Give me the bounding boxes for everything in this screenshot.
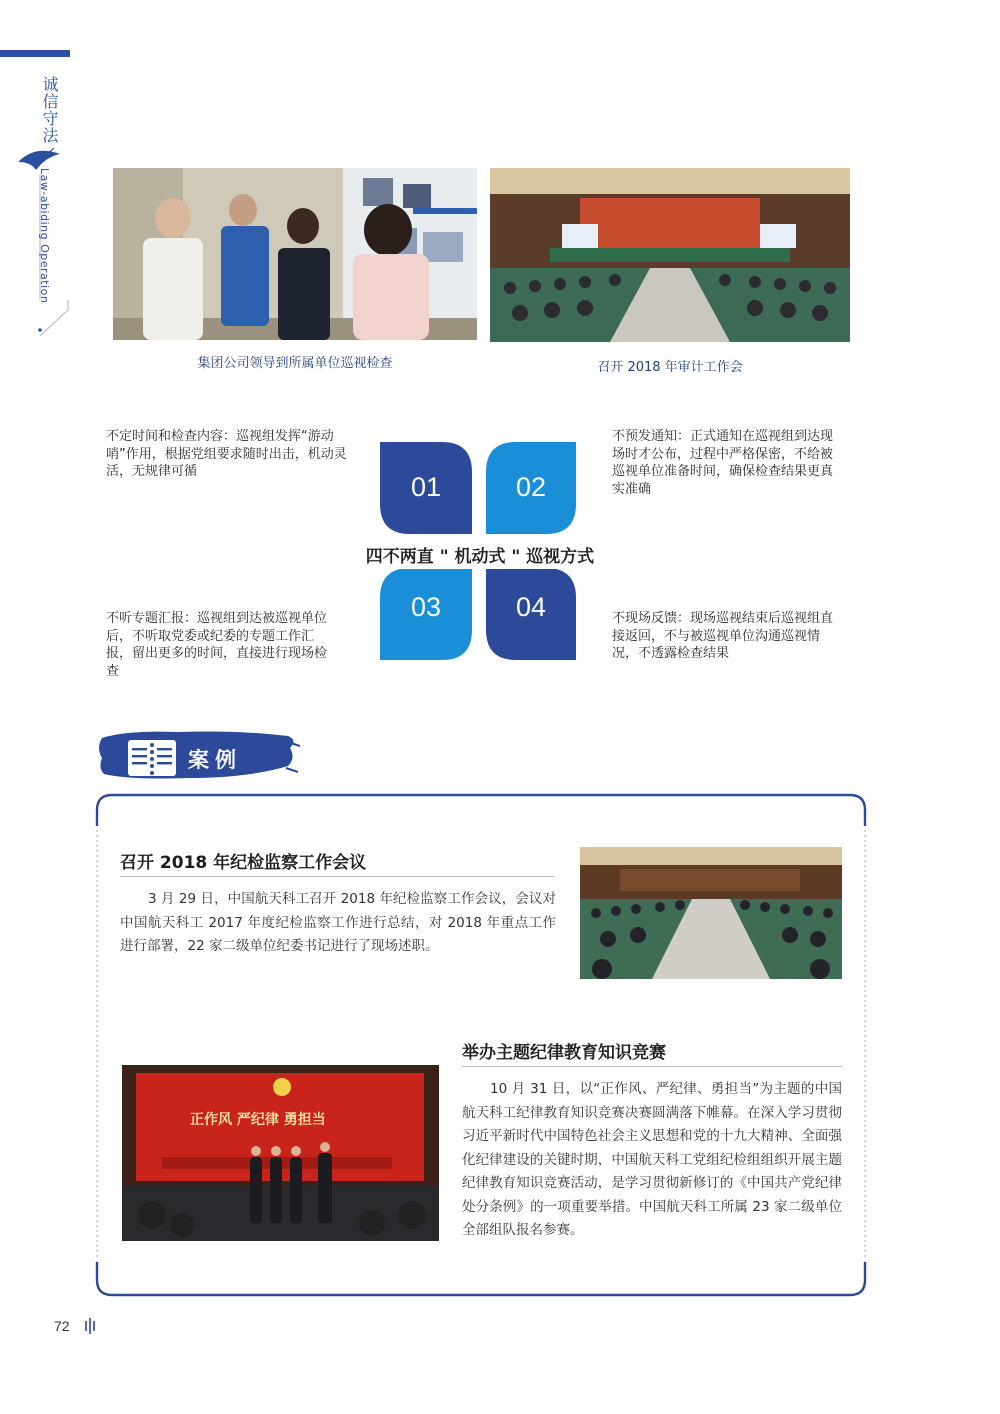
inspection-method-title: 四不两直 " 机动式 " 巡视方式 <box>330 540 630 569</box>
method-04-text: 不现场反馈：现场巡视结束后巡视组直接返回，不与被巡视单位沟通巡视情况，不透露检查结果 <box>612 611 834 661</box>
page-number: 72 <box>54 1318 70 1334</box>
list-icon <box>128 740 176 776</box>
discipline-meeting-photo <box>580 847 842 979</box>
method-02-text: 不预发通知：正式通知在巡视组到达现场时才公布，过程中严格保密，不给被巡视单位准备时间，确保检查结果更真实准确 <box>612 429 834 497</box>
petal-04-number: 04 <box>515 592 547 622</box>
case-1-divider <box>120 876 555 877</box>
case-header-label: 案例 <box>188 748 242 772</box>
quiz-award-photo <box>122 1065 439 1241</box>
page-marker-icon <box>82 1318 98 1334</box>
section-title-en: Law-abiding Operation <box>38 168 51 304</box>
case-1-title: 召开 2018 年纪检监察工作会议 <box>120 853 367 873</box>
case-2-divider <box>462 1066 842 1067</box>
method-03-text: 不听专题汇报：巡视组到达被巡视单位后，不听取党委或纪委的专题工作汇报，留出更多的时间，直接进行现场检查 <box>106 611 328 679</box>
inspection-photo-caption: 集团公司领导到所属单位巡视检查 <box>197 356 393 371</box>
petal-03-number: 03 <box>410 592 442 622</box>
side-accent-bar <box>0 50 70 57</box>
inspection-photo <box>113 168 477 340</box>
quiz-banner-text: 正作风 严纪律 勇担当 <box>190 1112 326 1128</box>
petal-01-number: 01 <box>410 472 442 502</box>
case-2-body: 10 月 31 日，以“正作风、严纪律、勇担当”为主题的中国航天科工纪律教育知识竞赛决赛圆满落下帷幕。在深入学习贯彻习近平新时代中国特色社会主义思想和党的十九大精神、全面强化纪律建设的关键时期，中国航天科工党组纪检组组织开展主题纪律教育知识竞赛活动，是学习贯彻新修订的《中国共产党纪律处分条例》的一项重要举措。中国航天科工所属 23 家二级单位全部组队报名参赛。 <box>462 1081 842 1238</box>
audit-meeting-caption: 召开 2018 年审计工作会 <box>597 360 743 375</box>
case-2-title: 举办主题纪律教育知识竞赛 <box>462 1043 666 1063</box>
case-1-body: 3 月 29 日，中国航天科工召开 2018 年纪检监察工作会议，会议对中国航天科工 2017 年度纪检监察工作进行总结，对 2018 年重点工作进行部署，22 家二级单位纪委书记进行了现场述职。 <box>120 891 556 954</box>
petal-02-number: 02 <box>515 472 547 502</box>
method-01-text: 不定时间和检查内容：巡视组发挥“游动哨”作用，根据党组要求随时出击，机动灵活，无规律可循 <box>106 429 347 479</box>
audit-meeting-photo <box>490 168 850 342</box>
section-title-cn: 诚信守法 <box>40 76 59 144</box>
